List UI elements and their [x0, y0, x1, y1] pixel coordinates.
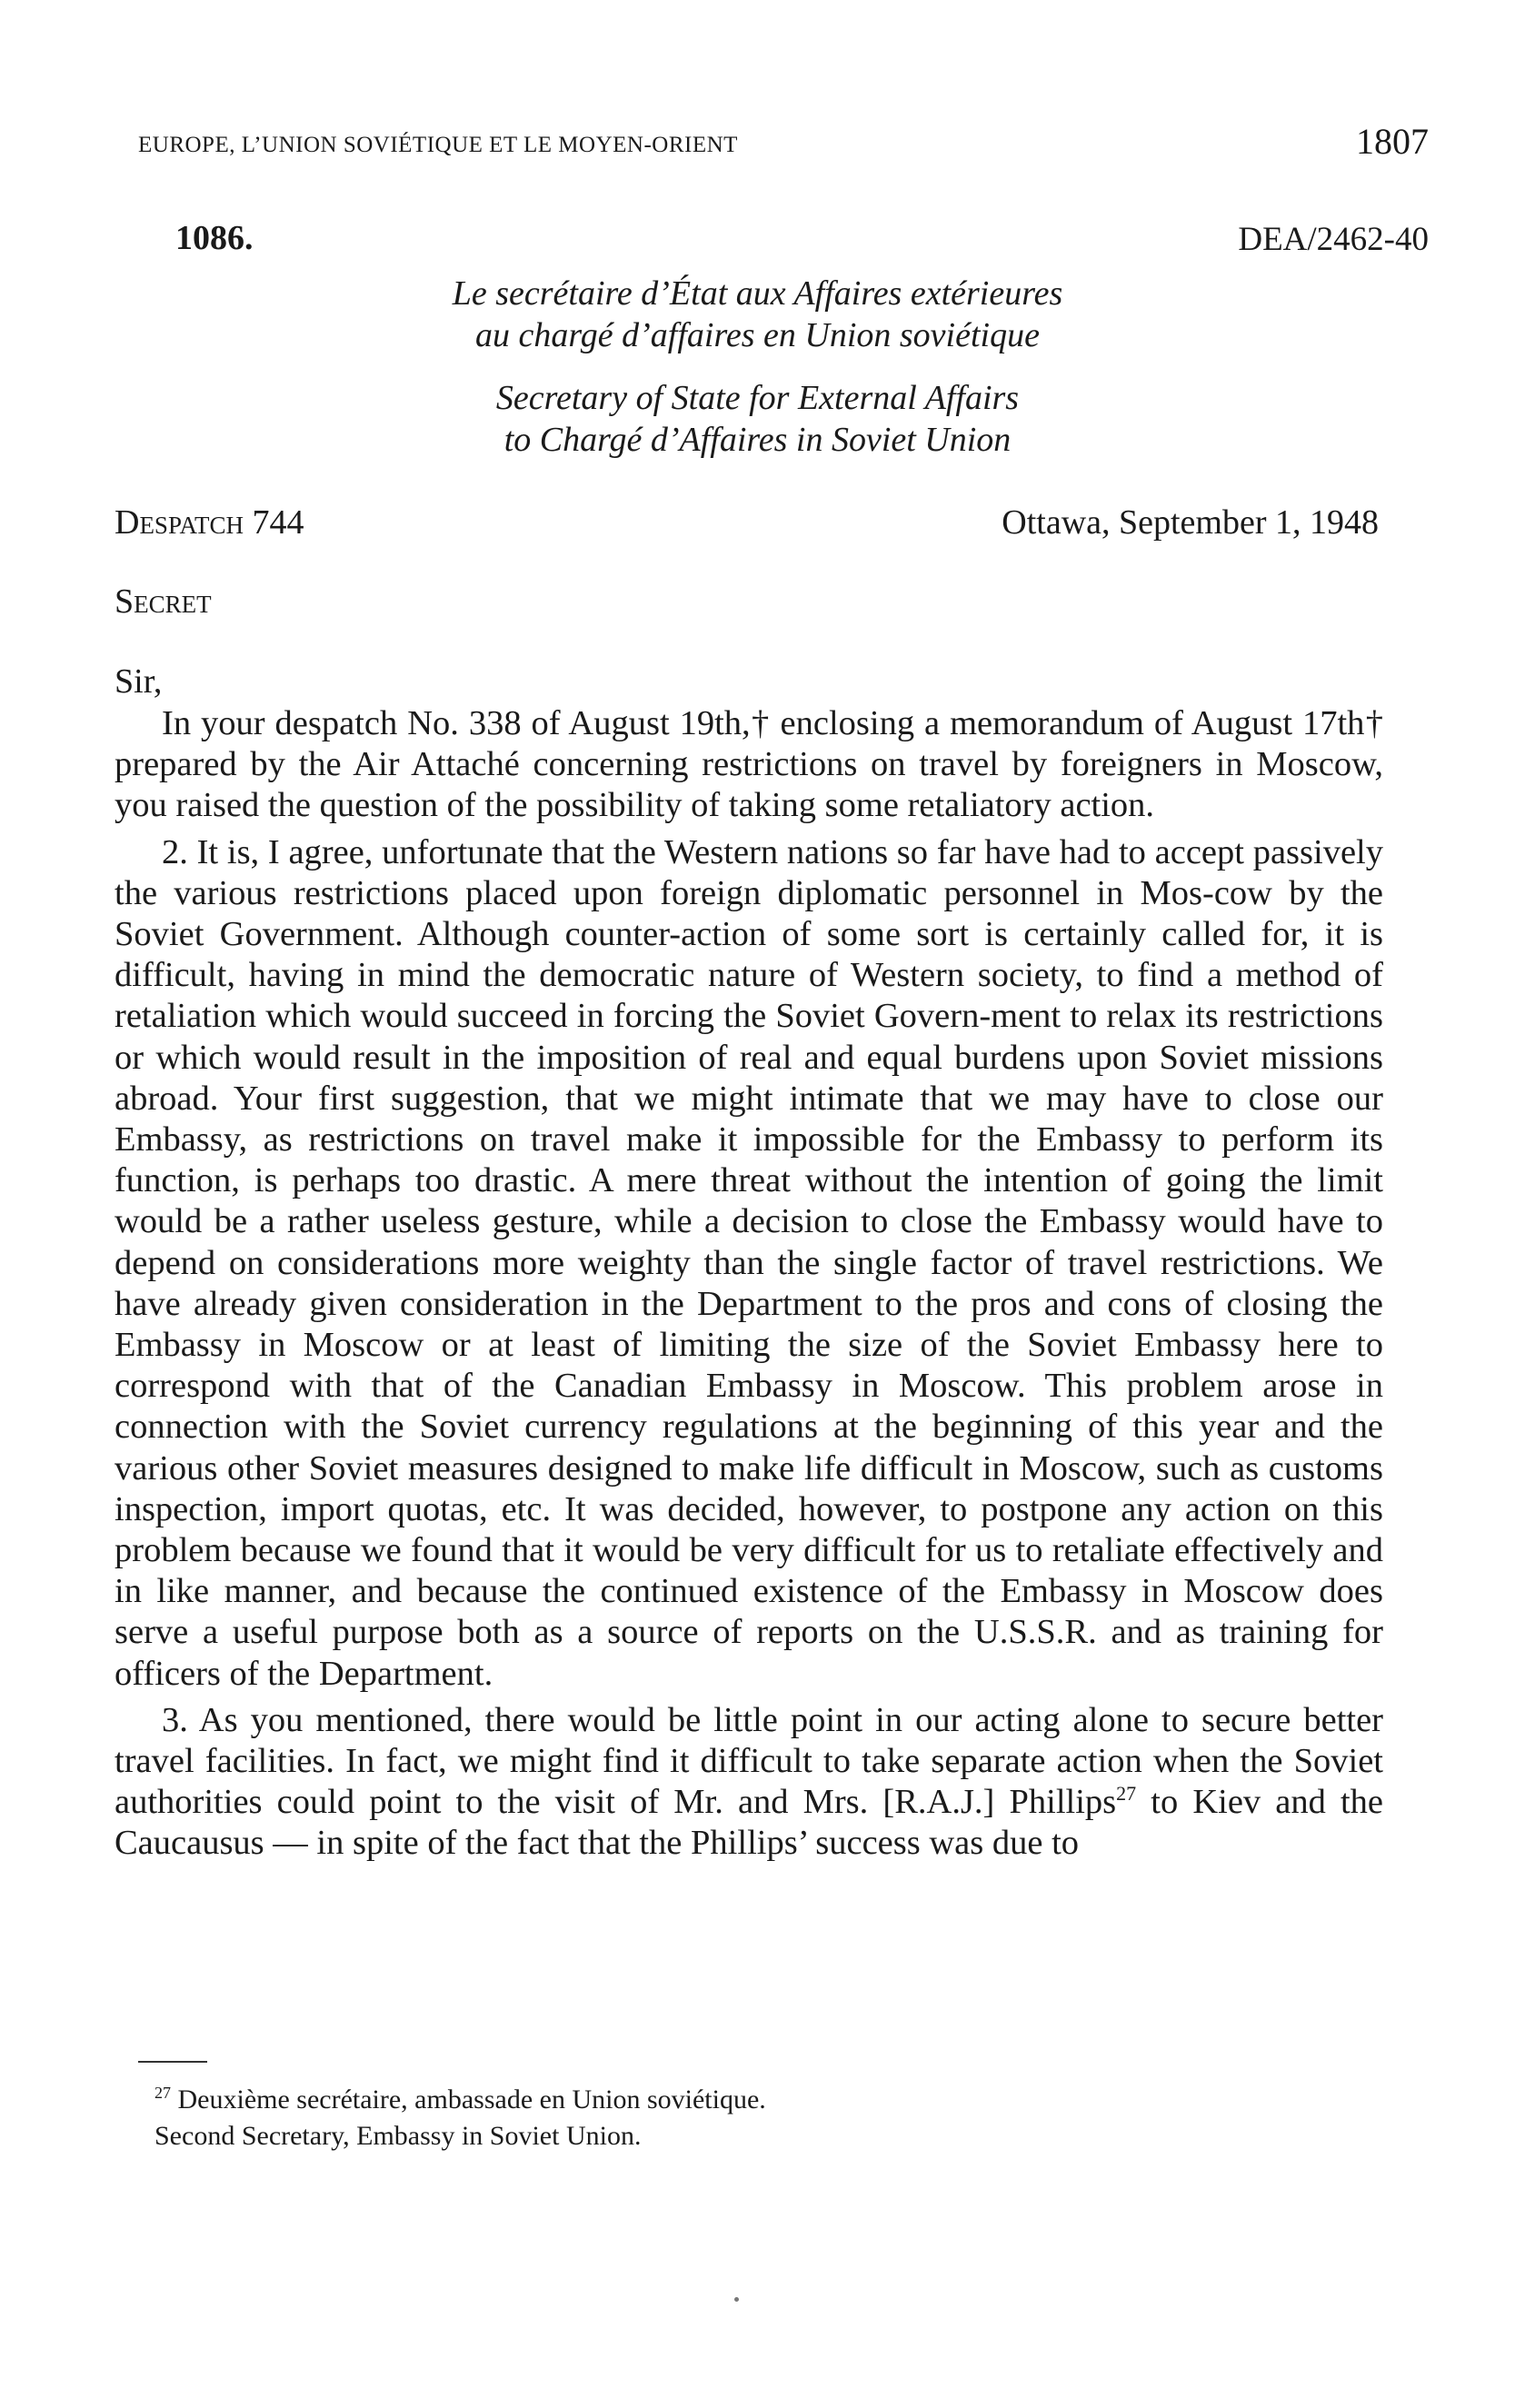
heading-english-line-2: to Chargé d’Affaires in Soviet Union — [503, 421, 1012, 459]
footnote-text-french: Deuxième secrétaire, ambassade en Union soviétique. — [177, 2085, 766, 2114]
dateline: Ottawa, September 1, 1948 — [1002, 503, 1379, 542]
heading-english — [0, 377, 1515, 461]
footnote-divider — [138, 2061, 207, 2063]
salutation: Sir, — [115, 662, 163, 701]
despatch-number: Despatch 744 — [115, 503, 304, 542]
paragraph-1: In your despatch No. 338 of August 19th,† enclosing a memorandum of August 17th† prepared by the Air Attaché concerning restrictions on travel by foreigners in Moscow, you raised the question of the possibility of taking some retaliatory action. — [115, 704, 1383, 825]
paragraph-3 — [115, 1700, 1383, 1865]
letter-body — [115, 703, 1383, 1870]
page-number: 1807 — [1356, 121, 1429, 162]
running-header — [138, 120, 1429, 165]
heading-french-line-1: Le secrétaire d’État aux Affaires extérieures — [452, 274, 1063, 313]
footnote-reference: 27 — [1116, 1782, 1137, 1806]
footnote-line-2: Second Secretary, Embassy in Soviet Union. — [154, 2121, 642, 2151]
heading-french-line-2: au chargé d’affaires en Union soviétique — [475, 316, 1040, 354]
scan-speck — [734, 2297, 739, 2302]
paragraph-2: 2. It is, I agree, unfortunate that the Western nations so far have had to accept passively the various restrictions placed upon foreign diplomatic personnel in Mos-cow by the Soviet Government. Although counter-action of some sort is certainly called for, it is difficult, having in mind the democratic nature of Western society, to find a method of retaliation which would succeed in forcing the Soviet Govern-ment to relax its restrictions or which would result in the imposition of real and equal burdens upon Soviet missions abroad. Your first suggestion, that we might intimate that we may have to close our Embassy, as restrictions on travel make it impossible for the Embassy to perform its function, is perhaps too drastic. A mere threat without the intention of going the limit would be a rather useless gesture, while a decision to close the Embassy would have to depend on considerations more weighty than the single factor of travel restrictions. We have already given consideration in the Department to the pros and cons of closing the Embassy in Moscow or at least of limiting the size of the Soviet Embassy here to correspond with that of the Canadian Embassy in Moscow. This problem arose in connection with the Soviet currency regulations at the beginning of this year and the various other Soviet measures designed to make life difficult in Moscow, such as customs inspection, import quotas, etc. It was decided, however, to postpone any action on this problem because we found that it would be very difficult for us to retaliate effectively and in like manner, and because the continued existence of the Embassy in Moscow does serve a useful purpose both as a source of reports on the U.S.S.R. and as training for officers of the Department. — [115, 832, 1383, 1693]
paragraph-3-part-2: to Kiev and the Caucausus — in spite of the fact that the Phillips’ success was due to — [115, 1783, 1383, 1863]
heading-french — [0, 273, 1515, 356]
heading-english-line-1: Secretary of State for External Affairs — [495, 379, 1020, 417]
file-reference: DEA/2462-40 — [1238, 221, 1429, 258]
footnotes — [154, 2075, 766, 2154]
footnote-line-1 — [154, 2075, 766, 2118]
document-number: 1086. — [175, 219, 254, 257]
footnote-marker: 27 — [154, 2084, 171, 2102]
classification: Secret — [115, 582, 212, 621]
running-title: EUROPE, L’UNION SOVIÉTIQUE ET LE MOYEN-ORIENT — [138, 133, 738, 157]
paragraph-3-part-1: 3. As you mentioned, there would be little point in our acting alone to secure better travel facilities. In fact, we might find it difficult to take separate action when the Soviet authorities could point to the visit of Mr. and Mrs. [R.A.J.] Phillips — [115, 1700, 1383, 1822]
